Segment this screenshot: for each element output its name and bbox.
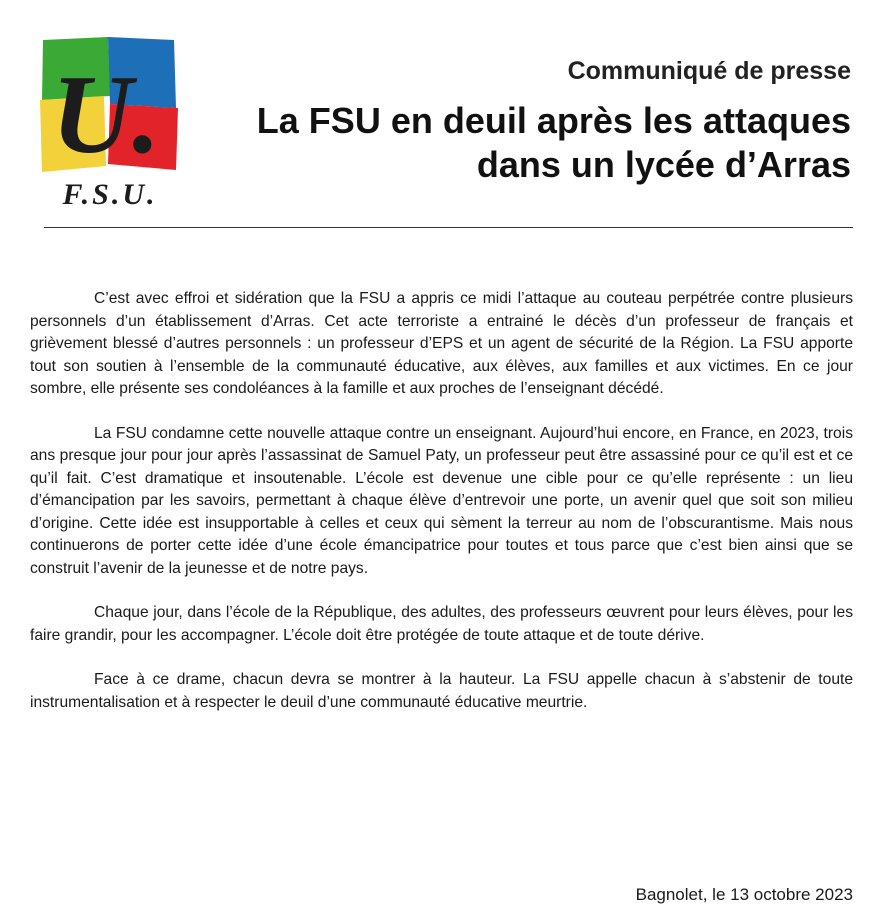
svg-text:F.S.U.: F.S.U. [62, 178, 158, 211]
fsu-logo [38, 34, 180, 212]
paragraph-1: C’est avec effroi et sidération que la FSU a appris ce midi l’attaque au couteau perpétrée contre plusieurs personnels d’un établissement d’Arras. Cet acte terroriste a entrainé le décès d’un professeur de français et grièvement blessé d’autres personnels : un professeur d’EPS et un agent de sécurité de la Région. La FSU apporte tout son soutien à l’ensemble de la communauté éducative, aux élèves, aux familles et aux victimes. En ce jour sombre, elle présente ses condoléances à la famille et aux proches de l’enseignant décédé. [30, 290, 853, 397]
paragraph-4: Face à ce drame, chacun devra se montrer à la hauteur. La FSU appelle chacun à s’abstenir de toute instrumentalisation et à respecter le deuil d’une communauté éducative meurtrie. [30, 671, 853, 711]
page-title [211, 99, 851, 187]
press-release-body [30, 288, 853, 736]
press-release-label: Communiqué de presse [567, 57, 851, 85]
place-and-date: Bagnolet, le 13 octobre 2023 [635, 885, 853, 904]
title-line-1: La FSU en deuil après les attaques [256, 100, 851, 141]
header [211, 55, 851, 187]
fsu-logo-graphic [38, 34, 180, 212]
paragraph-3: Chaque jour, dans l’école de la République, des adultes, des professeurs œuvrent pour leurs élèves, pour les faire grandir, pour les accompagner. L’école doit être protégée de toute attaque et de toute dérive. [30, 604, 853, 644]
paragraph-2: La FSU condamne cette nouvelle attaque contre un enseignant. Aujourd’hui encore, en France, en 2023, trois ans presque jour pour jour après l’assassinat de Samuel Paty, un professeur peut être assassiné pour ce qu’il est et ce qu’il fait. C’est dramatique et insoutenable. L’école est devenue une cible pour ce qu’elle représente : un lieu d’émancipation par les savoirs, permettant à chaque élève d’entrevoir une porte, un avenir quel que soit son milieu d’origine. Cette idée est insupportable à celles et ceux qui sèment la terreur au nom de l’obscurantisme. Mais nous continuerons de porter cette idée d’une école émancipatrice pour toutes et tous parce que c’est bien ainsi que se construit l’avenir de la jeunesse et de notre pays. [30, 424, 853, 577]
header-divider [44, 227, 853, 228]
title-line-2: dans un lycée d’Arras [476, 144, 851, 185]
svg-text:U.: U. [51, 53, 161, 177]
